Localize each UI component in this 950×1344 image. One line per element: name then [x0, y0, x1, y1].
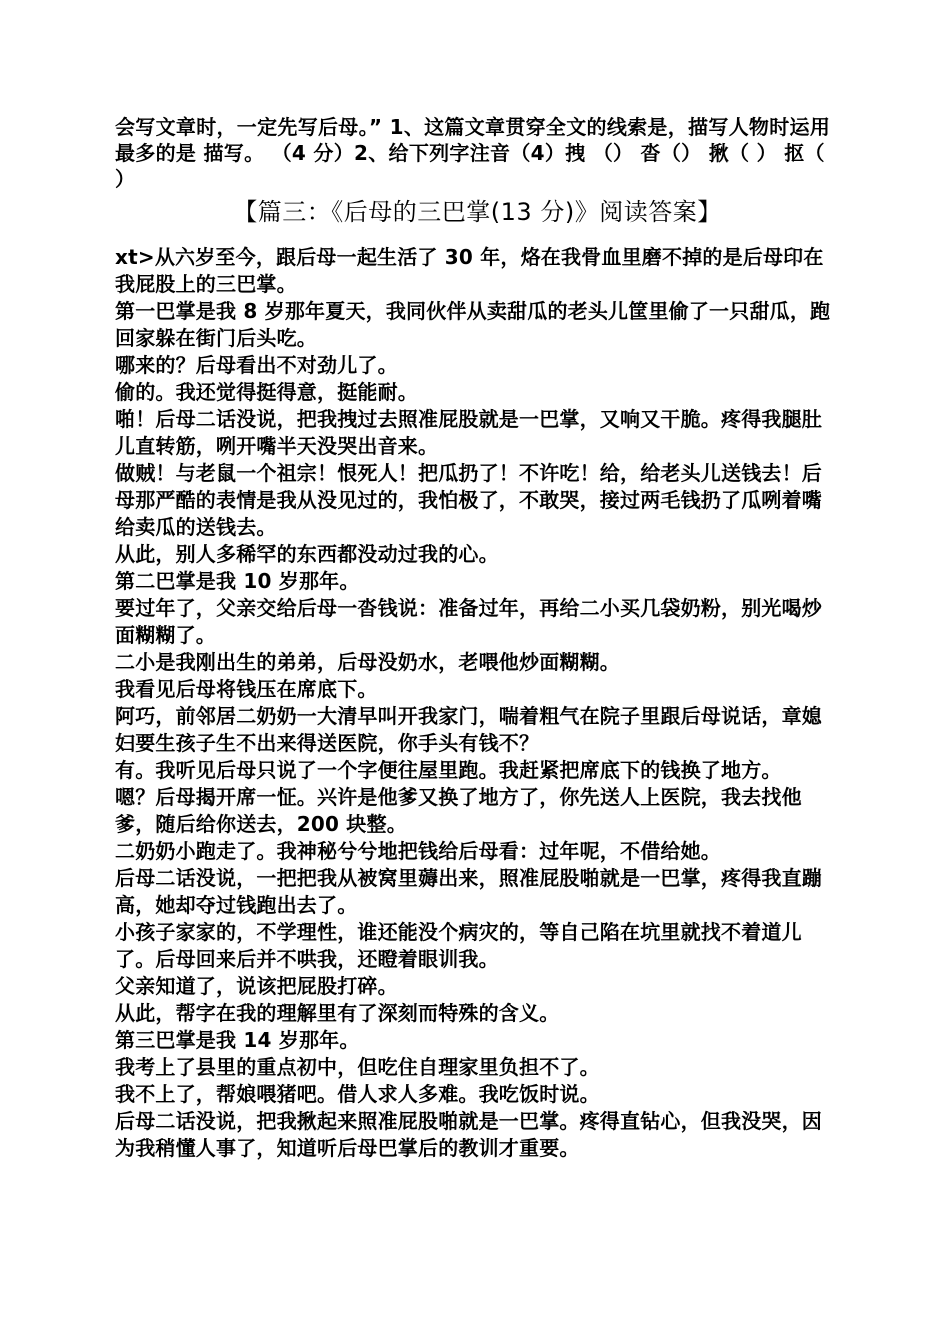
paragraph: 父亲知道了，说该把屁股打碎。: [115, 974, 398, 998]
paragraph: 啪！后母二话没说，把我拽过去照准屁股就是一巴掌，又响又干脆。疼得我腿肚儿直转筋，咧开嘴半天没哭出音来。: [115, 407, 822, 458]
paragraph: 二小是我刚出生的弟弟，后母没奶水，老喂他炒面糊糊。: [115, 650, 620, 674]
paragraph: 小孩子家家的，不学理性，谁还能没个病灾的，等自己陷在坑里就找不着道儿了。后母回来后并不哄我，还瞪着眼训我。: [115, 920, 802, 971]
paragraph: 从此，帮字在我的理解里有了深刻而特殊的含义。: [115, 1001, 560, 1025]
paragraph: 有。我听见后母只说了一个字便往屋里跑。我赶紧把席底下的钱换了地方。: [115, 758, 782, 782]
document-page: [115, 114, 840, 1162]
paragraph: 二奶奶小跑走了。我神秘兮兮地把钱给后母看：过年呢，不借给她。: [115, 839, 721, 863]
intro-text: 会写文章时，一定先写后母。” 1、这篇文章贯穿全文的线索是，描写人物时运用最多的是 描写。 （4 分）2、给下列字注音（4）拽 （） 沓（） 揪（ ） 抠（ ）: [115, 115, 831, 191]
paragraph: 嗯？后母揭开席一怔。兴许是他爹又换了地方了，你先送人上医院，我去找他爹，随后给你送去，200 块整。: [115, 785, 802, 836]
paragraph: 我看见后母将钱压在席底下。: [115, 677, 378, 701]
paragraph: 我不上了，帮娘喂猪吧。借人求人多难。我吃饭时说。: [115, 1082, 600, 1106]
paragraph: xt>从六岁至今，跟后母一起生活了 30 年，烙在我骨血里磨不掉的是后母印在我屁股上的三巴掌。: [115, 245, 824, 296]
paragraph: 第二巴掌是我 10 岁那年。: [115, 569, 360, 593]
paragraph: 要过年了，父亲交给后母一沓钱说：准备过年，再给二小买几袋奶粉，别光喝炒面糊糊了。: [115, 596, 822, 647]
paragraph: 后母二话没说，一把把我从被窝里薅出来，照准屁股啪就是一巴掌，疼得我直蹦高，她却夺过钱跑出去了。: [115, 866, 822, 917]
article-body: [115, 244, 840, 1162]
paragraph: 哪来的？后母看出不对劲儿了。: [115, 353, 398, 377]
paragraph: 第三巴掌是我 14 岁那年。: [115, 1028, 360, 1052]
paragraph: 第一巴掌是我 8 岁那年夏天，我同伙伴从卖甜瓜的老头儿筐里偷了一只甜瓜，跑回家躲在街门后头吃。: [115, 299, 831, 350]
paragraph: 偷的。我还觉得挺得意，挺能耐。: [115, 380, 418, 404]
section-heading: 【篇三：《后母的三巴掌(13 分)》阅读答案】: [233, 198, 722, 226]
paragraph: 我考上了县里的重点初中，但吃住自理家里负担不了。: [115, 1055, 600, 1079]
paragraph: 从此，别人多稀罕的东西都没动过我的心。: [115, 542, 499, 566]
paragraph: 做贼！与老鼠一个祖宗！恨死人！把瓜扔了！不许吃！给，给老头儿送钱去！后母那严酷的表情是我从没见过的，我怕极了，不敢哭，接过两毛钱扔了瓜咧着嘴给卖瓜的送钱去。: [115, 461, 822, 539]
paragraph: 阿巧，前邻居二奶奶一大清早叫开我家门，喘着粗气在院子里跟后母说话，章媳妇要生孩子生不出来得送医院，你手头有钱不？: [115, 704, 822, 755]
paragraph: 后母二话没说，把我揪起来照准屁股啪就是一巴掌。疼得直钻心，但我没哭，因为我稍懂人事了，知道听后母巴掌后的教训才重要。: [115, 1109, 822, 1160]
